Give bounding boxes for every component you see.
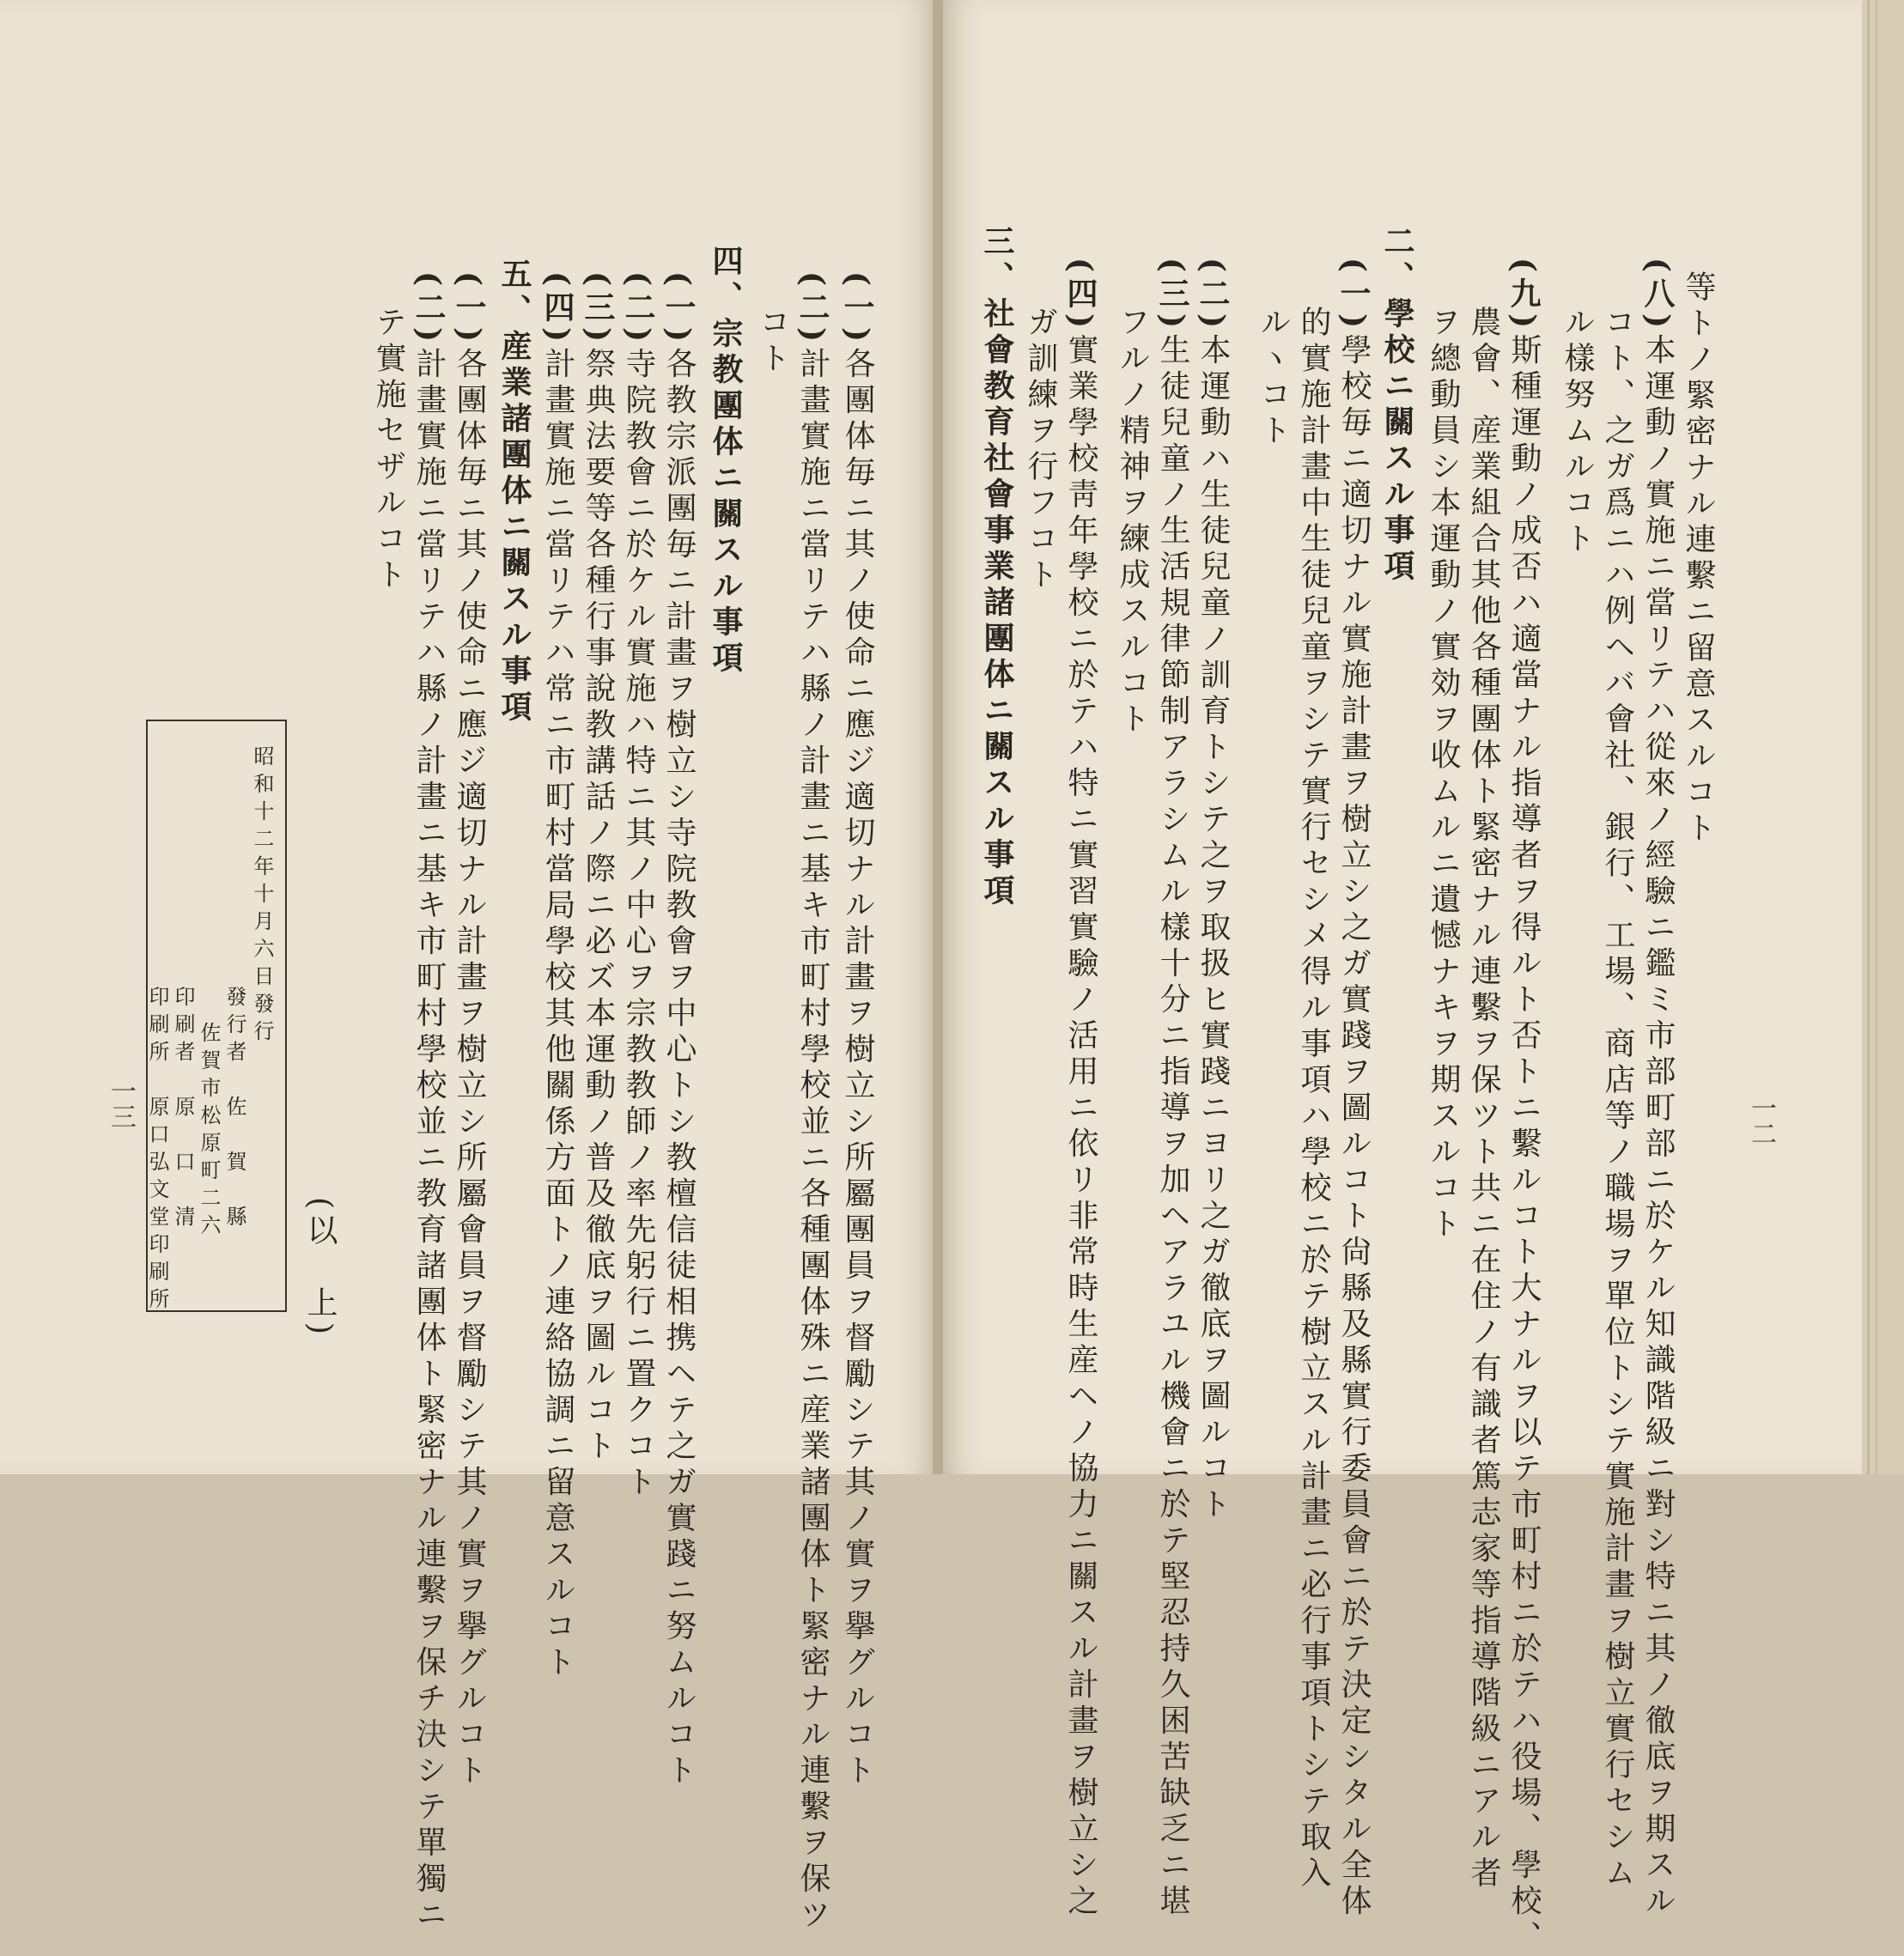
body-text: 各團体毎ニ其ノ使命ニ應ジ適切ナル計畫ヲ樹立シ所屬團員ヲ督勵シテ其ノ實ヲ擧グルコト — [840, 347, 875, 1790]
print-shop-label: 印刷所 — [145, 986, 169, 1068]
body-text: 本運動ノ實施ニ當リテハ從來ノ經驗ニ鑑ミ市部町部ニ於ケル知識階級ニ對シ特ニ其ノ徹底ヲ期スル — [1640, 333, 1676, 1921]
left-col-2 — [795, 271, 830, 1934]
left-col-1 — [840, 271, 874, 1789]
body-text: 農會、産業組合其他各種團体ト緊密ナル連繫ヲ保ツト共ニ在住ノ有識者篤志家等指導階級ニアル者 — [1466, 306, 1501, 1892]
section-heading: 社會教育社會事業諸團体ニ關スル事項 — [979, 297, 1014, 910]
printer-name: 原 口 清 — [171, 1096, 195, 1233]
right-col-9 — [1296, 306, 1330, 1892]
publisher-name: 佐 賀 縣 — [222, 1096, 246, 1233]
page-number: 一二 — [1746, 1095, 1776, 1146]
item-marker: (三) — [1154, 258, 1190, 334]
right-col-5 — [1506, 258, 1541, 1956]
section-marker: 五、 — [496, 258, 532, 330]
body-text: 實業學校靑年學校ニ於テハ特ニ實習實驗ノ活用ニ依リ非常時生産ヘノ協力ニ關スル計畫ヲ樹立シ之 — [1063, 333, 1098, 1921]
item-marker: (一) — [1335, 258, 1372, 334]
section-heading: 宗教團体ニ關スル事項 — [708, 317, 743, 677]
right-col-1 — [1681, 270, 1715, 847]
item-marker: (一) — [660, 271, 697, 348]
item-marker: (二) — [1195, 258, 1231, 334]
body-text: 計畫實施ニ當リテハ縣ノ計畫ニ基キ市町村學校並ニ教育諸團体ト緊密ナル連繫ヲ保チ決シテ單獨ニ — [411, 347, 447, 1935]
body-text: 各教宗派團毎ニ計畫ヲ樹立シ寺院教會ヲ中心トシ教檀信徒相携ヘテ之ガ實踐ニ努ムルコト — [661, 347, 697, 1790]
right-col-8 — [1336, 258, 1371, 1920]
right-col-6 — [1466, 306, 1500, 1892]
section-marker: 三、 — [979, 225, 1014, 297]
body-text: 祭典法要等各種行事說教講話ノ際ニ必ズ本運動ノ普及徹底ヲ圖ルコト — [581, 347, 616, 1466]
body-text: 各團体毎ニ其ノ使命ニ應ジ適切ナル計畫ヲ樹立シ所屬會員ヲ督勵シテ其ノ實ヲ擧グルコト — [452, 347, 487, 1790]
body-text: テ實施セザルコト — [371, 306, 406, 594]
right-col-3 — [1600, 306, 1634, 1892]
right-col-11 — [1195, 258, 1230, 1523]
body-text: 生徒兒童ノ生活規律節制アラシムル樣十分ニ指導ヲ加ヘアラユル機會ニ於テ堅忍持久困苦缺乏ニ堪 — [1155, 333, 1190, 1921]
right-col-7 — [1426, 306, 1460, 1243]
right-col-2 — [1640, 258, 1675, 1920]
left-col-6 — [581, 271, 615, 1465]
publisher-label: 發行者 — [222, 986, 246, 1068]
print-shop-name: 原口弘文堂印刷所 — [145, 1096, 169, 1315]
right-col-10 — [1256, 306, 1290, 450]
section-marker: 二、 — [1379, 225, 1414, 297]
right-col-12 — [1155, 258, 1189, 1920]
item-marker: (一) — [839, 271, 875, 348]
left-col-5 — [621, 271, 655, 1501]
body-text: 計畫實施ニ當リテハ縣ノ計畫ニ基キ市町村學校並ニ各種團体殊ニ産業諸團体ト緊密ナル連繫ヲ保ツ — [795, 347, 830, 1935]
left-col-7 — [540, 271, 575, 1681]
body-text: ガ訓練ヲ行フコト — [1023, 306, 1058, 594]
item-marker: (二) — [620, 271, 656, 348]
colophon-printer — [170, 986, 196, 1233]
left-heading-5 — [496, 258, 531, 726]
body-text: 學校毎ニ適切ナル實施計畫ヲ樹立シ之ガ實踐ヲ圖ルコト尙縣及縣實行委員會ニ於テ決定シタル全体 — [1336, 333, 1372, 1921]
section-heading: 學校ニ關スル事項 — [1379, 297, 1414, 586]
right-col-4 — [1560, 306, 1594, 558]
colophon-print-shop — [144, 986, 170, 1315]
item-marker: (八) — [1639, 258, 1676, 334]
body-text: 的實施計畫中生徒兒童ヲシテ實行セシメ得ル事項ハ學校ニ於テ樹立スル計畫ニ必行事項トシテ取入 — [1296, 306, 1331, 1892]
page-number: 一三 — [106, 1078, 136, 1129]
colophon-address: 佐賀市松原町二六 — [197, 1022, 221, 1242]
colophon-publisher — [222, 986, 247, 1233]
body-text: 斯種運動ノ成否ハ適當ナル指導者ヲ得ルト否トニ繫ルコト大ナルヲ以テ市町村ニ於テハ役場、學校、 — [1506, 333, 1542, 1956]
left-col-8 — [452, 271, 486, 1789]
item-marker: (三) — [580, 271, 616, 348]
body-text: 計畫實施ニ當リテハ常ニ市町村當局學校其他關係方面トノ連絡協調ニ留意スルコト — [540, 347, 575, 1682]
body-text: コト — [755, 306, 790, 378]
page-edges — [1862, 0, 1904, 1474]
body-text: 等トノ緊密ナル連繫ニ留意スルコト — [1681, 270, 1716, 847]
left-heading-4 — [708, 245, 742, 677]
item-marker: (四) — [1062, 258, 1098, 334]
left-col-10 — [371, 306, 405, 594]
section-heading: 産業諸團体ニ關スル事項 — [496, 330, 532, 726]
body-text: ヲ總動員シ本運動ノ實効ヲ收ムルニ遺憾ナキヲ期スルコト — [1426, 306, 1461, 1243]
left-col-4 — [661, 271, 696, 1789]
section-marker: 四、 — [708, 245, 743, 317]
item-marker: (一) — [451, 271, 487, 348]
body-text: ルヽコト — [1256, 306, 1291, 450]
printer-label: 印刷者 — [171, 986, 195, 1068]
right-col-15 — [1023, 306, 1057, 594]
body-text: フルノ精神ヲ練成スルコト — [1115, 306, 1150, 738]
right-col-14 — [1063, 258, 1098, 1920]
item-marker: (二) — [411, 271, 447, 348]
end-mark: (以 上) — [302, 1197, 338, 1340]
body-text: 寺院教會ニ於ケル實施ハ特ニ其ノ中心ヲ宗教教師ノ率先躬行ニ置クコト — [621, 347, 656, 1502]
body-text: コト、之ガ爲ニハ例ヘバ會社、銀行、工場、商店等ノ職場ヲ單位トシテ實施計畫ヲ樹立實行セシム — [1600, 306, 1635, 1892]
left-col-3 — [755, 306, 789, 378]
left-col-9 — [411, 271, 446, 1934]
item-marker: (二) — [794, 271, 830, 348]
item-marker: (九) — [1506, 258, 1542, 334]
right-heading-2 — [1379, 225, 1414, 586]
item-marker: (四) — [539, 271, 575, 348]
right-col-13 — [1115, 306, 1149, 738]
colophon-date: 昭和十二年十月六日發行 — [250, 745, 274, 1048]
body-text: ル樣努ムルコト — [1560, 306, 1595, 558]
body-text: 本運動ハ生徒兒童ノ訓育トシテ之ヲ取扱ヒ實踐ニヨリ之ガ徹底ヲ圖ルコト — [1195, 333, 1231, 1524]
right-heading-3 — [979, 225, 1013, 910]
